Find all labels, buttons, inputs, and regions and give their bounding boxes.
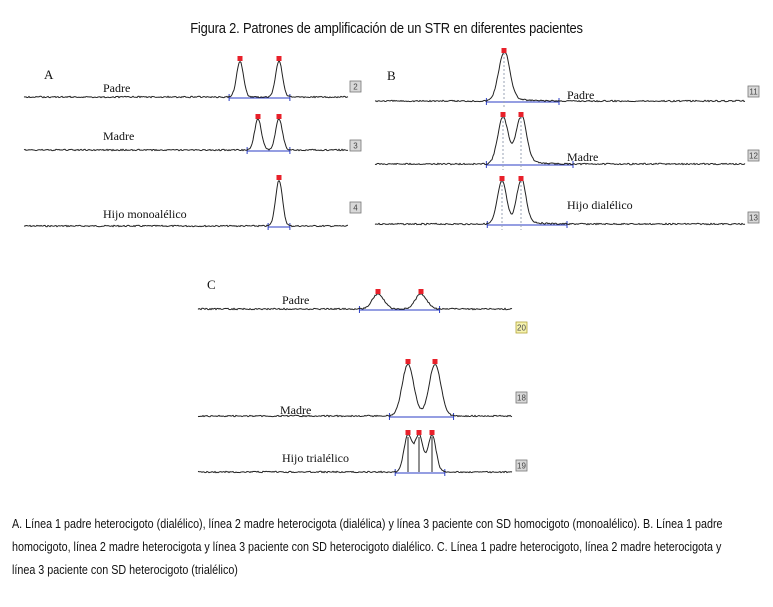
lane-number: 19 bbox=[517, 461, 526, 471]
peak-marker bbox=[519, 176, 524, 181]
trace-c-3 bbox=[198, 430, 527, 476]
peak-marker bbox=[502, 48, 507, 53]
trace-a-3 bbox=[24, 175, 361, 230]
lane-number: 18 bbox=[517, 393, 526, 403]
trace-c-2 bbox=[198, 359, 527, 420]
trace-line bbox=[198, 364, 512, 417]
lane-number: 12 bbox=[749, 151, 758, 161]
trace-label: Hijo dialélico bbox=[567, 198, 633, 212]
trace-line bbox=[375, 117, 745, 165]
trace-label: Madre bbox=[103, 129, 135, 143]
peak-marker bbox=[238, 56, 243, 61]
peak-marker bbox=[501, 112, 506, 117]
peak-marker bbox=[256, 114, 261, 119]
lane-number: 11 bbox=[749, 87, 758, 97]
trace-line bbox=[24, 61, 348, 98]
peak-marker bbox=[376, 289, 381, 294]
trace-a-2 bbox=[24, 114, 361, 154]
trace-label: Hijo monoalélico bbox=[103, 207, 187, 221]
panel-letter-c: C bbox=[207, 277, 216, 292]
trace-line bbox=[24, 119, 348, 151]
lane-number: 3 bbox=[353, 141, 358, 151]
peak-marker bbox=[433, 359, 438, 364]
trace-label: Padre bbox=[103, 81, 131, 95]
peak-marker bbox=[406, 430, 411, 435]
figure-title: Figura 2. Patrones de amplificación de un STR en diferentes pacientes bbox=[190, 20, 583, 37]
peak-marker bbox=[417, 430, 422, 435]
lane-number: 20 bbox=[517, 323, 526, 333]
figure-caption: A. Línea 1 padre heterocigoto (dialélico), línea 2 madre heterocigota (dialélica) y línea 3 paciente con SD homocigoto (monoalélico). B. Línea 1 padre homocigoto, línea 2 madre heterocigota y línea 3 paciente con SD heterocigoto dialélico. C. Línea 1 padre heterocigoto, línea 2 madre heterocigota y línea 3 paciente con SD heterocigoto (trialélico) bbox=[12, 517, 723, 577]
trace-label: Padre bbox=[282, 293, 310, 307]
panel-letter-b: B bbox=[387, 68, 396, 83]
trace-b-1 bbox=[375, 48, 759, 107]
peak-marker bbox=[277, 114, 282, 119]
trace-b-3 bbox=[375, 176, 759, 230]
trace-a-1 bbox=[24, 56, 361, 101]
peak-marker bbox=[419, 289, 424, 294]
peak-marker bbox=[519, 112, 524, 117]
trace-line bbox=[198, 435, 512, 473]
trace-c-1 bbox=[198, 289, 527, 333]
peak-marker bbox=[500, 176, 505, 181]
trace-label: Hijo trialélico bbox=[282, 451, 349, 465]
peak-marker bbox=[277, 175, 282, 180]
peak-marker bbox=[277, 56, 282, 61]
trace-label: Padre bbox=[567, 88, 595, 102]
trace-label: Madre bbox=[280, 403, 312, 417]
lane-number: 2 bbox=[353, 82, 358, 92]
peak-marker bbox=[406, 359, 411, 364]
trace-line bbox=[198, 294, 512, 310]
panel-letter-a: A bbox=[44, 67, 54, 82]
trace-line bbox=[375, 53, 745, 102]
trace-line bbox=[375, 180, 745, 224]
lane-number: 4 bbox=[353, 203, 358, 213]
trace-label: Madre bbox=[567, 150, 599, 164]
lane-number: 13 bbox=[749, 213, 758, 223]
trace-b-2 bbox=[375, 112, 759, 170]
peak-marker bbox=[430, 430, 435, 435]
